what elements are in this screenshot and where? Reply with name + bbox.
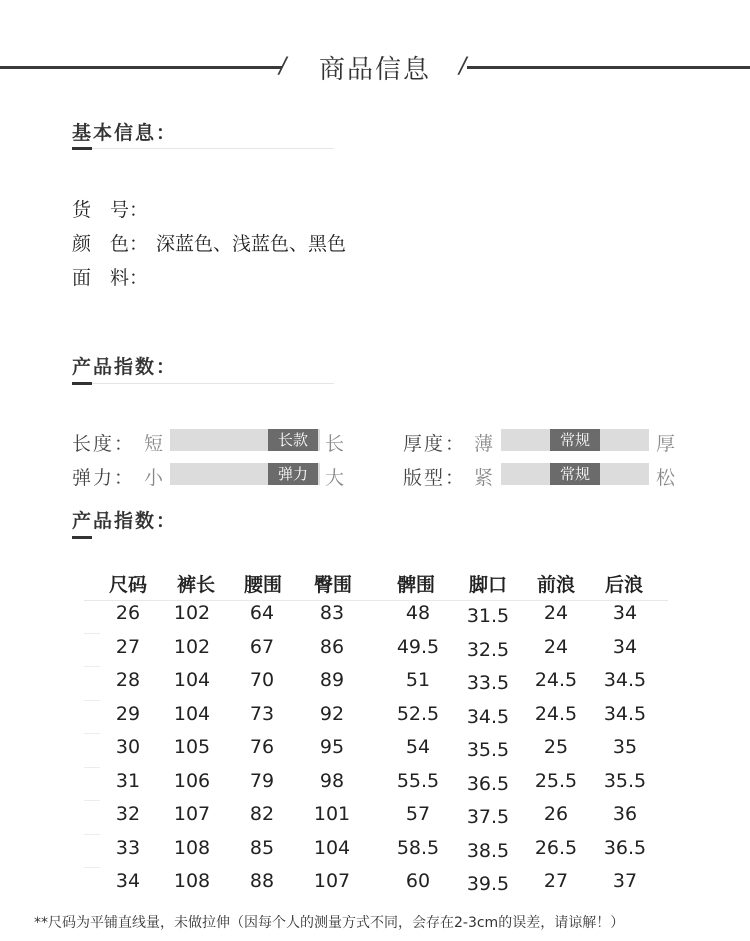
size-cell: 24.5	[534, 669, 578, 691]
size-cell: 79	[249, 769, 275, 792]
size-col-header: 臀围	[313, 574, 352, 596]
size-cell: 34	[612, 602, 638, 624]
size-cell: 92	[319, 702, 345, 725]
row-divider-tick	[84, 800, 100, 801]
size-footnote: **尺码为平铺直线量，未做拉伸（因每个人的测量方式不同，会存在2-3cm的误差，请谅解！）	[34, 915, 625, 931]
info-row-color	[72, 229, 346, 256]
size-cell: 55.5	[396, 769, 440, 792]
size-cell: 70	[249, 669, 275, 691]
size-cell: 95	[319, 736, 345, 758]
size-cell: 49.5	[396, 635, 440, 658]
size-cell: 31	[115, 769, 141, 792]
size-cell: 34	[115, 870, 141, 892]
product-index-rule	[72, 383, 334, 384]
index-high-elasticity: 大	[325, 467, 345, 489]
size-cell: 29	[115, 702, 141, 725]
size-cell: 86	[319, 635, 345, 658]
size-cell: 30	[115, 736, 141, 758]
row-divider-tick	[84, 666, 100, 667]
size-cell: 83	[319, 602, 345, 624]
size-cell: 108	[173, 870, 211, 892]
size-cell: 39.5	[466, 873, 510, 895]
size-cell: 34	[612, 635, 638, 658]
size-cell: 26.5	[534, 836, 578, 859]
size-cell: 34.5	[603, 702, 647, 725]
size-cell: 105	[173, 736, 211, 758]
size-col-header: 腰围	[243, 574, 282, 596]
size-cell: 33.5	[466, 672, 510, 694]
index-high-thickness: 厚	[656, 433, 676, 455]
size-cell: 102	[173, 602, 211, 624]
index-pill-length: 长款	[268, 429, 318, 451]
size-table-accent	[72, 536, 92, 539]
index-label-elasticity: 弹力：	[72, 467, 136, 489]
index-high-length: 长	[325, 433, 345, 455]
row-divider-tick	[84, 733, 100, 734]
size-cell: 24.5	[534, 702, 578, 725]
row-divider-tick	[84, 834, 100, 835]
size-cell: 101	[313, 803, 351, 825]
info-value: 深蓝色、浅蓝色、黑色	[156, 233, 347, 255]
size-cell: 35	[612, 736, 638, 758]
size-cell: 88	[249, 870, 275, 892]
size-cell: 107	[313, 870, 351, 892]
index-low-thickness: 薄	[474, 433, 494, 455]
size-cell: 89	[319, 669, 345, 691]
basic-info-accent	[72, 147, 92, 150]
size-cell: 60	[405, 870, 431, 892]
size-table-header-rule	[84, 600, 668, 601]
size-col-header: 裤长	[176, 574, 215, 596]
info-label: 面 料：	[72, 267, 149, 289]
size-col-header: 前浪	[536, 574, 575, 596]
index-pill-thickness: 常规	[550, 429, 600, 451]
size-cell: 27	[543, 870, 569, 892]
size-cell: 104	[173, 669, 211, 691]
index-label-fit: 版型：	[403, 467, 467, 489]
index-label-thickness: 厚度：	[403, 433, 467, 455]
size-cell: 108	[173, 836, 211, 859]
size-cell: 58.5	[396, 836, 440, 859]
size-cell: 54	[405, 736, 431, 758]
product-index-heading: 产品指数：	[72, 356, 178, 378]
size-cell: 25.5	[534, 769, 578, 792]
info-row-item-no	[72, 195, 156, 222]
index-pill-fit: 常规	[550, 463, 600, 485]
size-cell: 32.5	[466, 638, 510, 661]
size-cell: 48	[405, 602, 431, 624]
size-cell: 32	[115, 803, 141, 825]
size-cell: 26	[115, 602, 141, 624]
size-cell: 67	[249, 635, 275, 658]
size-cell: 25	[543, 736, 569, 758]
index-low-fit: 紧	[474, 467, 494, 489]
size-cell: 51	[405, 669, 431, 691]
size-cell: 85	[249, 836, 275, 859]
index-high-fit: 松	[656, 467, 676, 489]
row-divider-tick	[84, 867, 100, 868]
size-cell: 34.5	[603, 669, 647, 691]
size-table-heading: 产品指数：	[72, 510, 178, 532]
info-row-fabric	[72, 263, 156, 290]
product-index-accent	[72, 382, 92, 385]
size-cell: 76	[249, 736, 275, 758]
page-title: 商品信息	[318, 55, 431, 85]
size-cell: 26	[543, 803, 569, 825]
size-cell: 24	[543, 635, 569, 658]
size-cell: 57	[405, 803, 431, 825]
size-cell: 35.5	[603, 769, 647, 792]
size-cell: 107	[173, 803, 211, 825]
banner-slash-left: /	[279, 54, 287, 79]
info-label: 颜 色：	[72, 233, 149, 255]
row-divider-tick	[84, 633, 100, 634]
banner-slash-right: /	[459, 54, 467, 79]
size-cell: 27	[115, 635, 141, 658]
size-col-header: 尺码	[108, 574, 147, 596]
size-cell: 37.5	[466, 806, 510, 828]
basic-info-heading: 基本信息：	[72, 122, 178, 144]
size-cell: 33	[115, 836, 141, 859]
info-label: 货 号：	[72, 199, 149, 221]
size-cell: 36.5	[466, 772, 510, 795]
size-cell: 24	[543, 602, 569, 624]
basic-info-rule	[72, 148, 334, 149]
size-cell: 73	[249, 702, 275, 725]
size-cell: 102	[173, 635, 211, 658]
size-cell: 28	[115, 669, 141, 691]
size-cell: 37	[612, 870, 638, 892]
size-cell: 98	[319, 769, 345, 792]
size-col-header: 髀围	[396, 574, 435, 596]
row-divider-tick	[84, 700, 100, 701]
size-cell: 82	[249, 803, 275, 825]
size-cell: 31.5	[466, 605, 510, 627]
index-low-length: 短	[144, 433, 164, 455]
index-pill-elasticity: 弹力	[268, 463, 318, 485]
index-low-elasticity: 小	[144, 467, 164, 489]
size-col-header: 脚口	[468, 574, 507, 596]
size-cell: 104	[173, 702, 211, 725]
banner-divider-right	[467, 66, 750, 69]
size-cell: 104	[313, 836, 351, 859]
size-cell: 35.5	[466, 739, 510, 761]
row-divider-tick	[84, 767, 100, 768]
size-cell: 36	[612, 803, 638, 825]
size-col-header: 后浪	[604, 574, 643, 596]
size-cell: 36.5	[603, 836, 647, 859]
size-cell: 38.5	[466, 839, 510, 862]
size-cell: 34.5	[466, 705, 510, 728]
size-cell: 64	[249, 602, 275, 624]
size-cell: 52.5	[396, 702, 440, 725]
size-cell: 106	[173, 769, 211, 792]
index-label-length: 长度：	[72, 433, 136, 455]
